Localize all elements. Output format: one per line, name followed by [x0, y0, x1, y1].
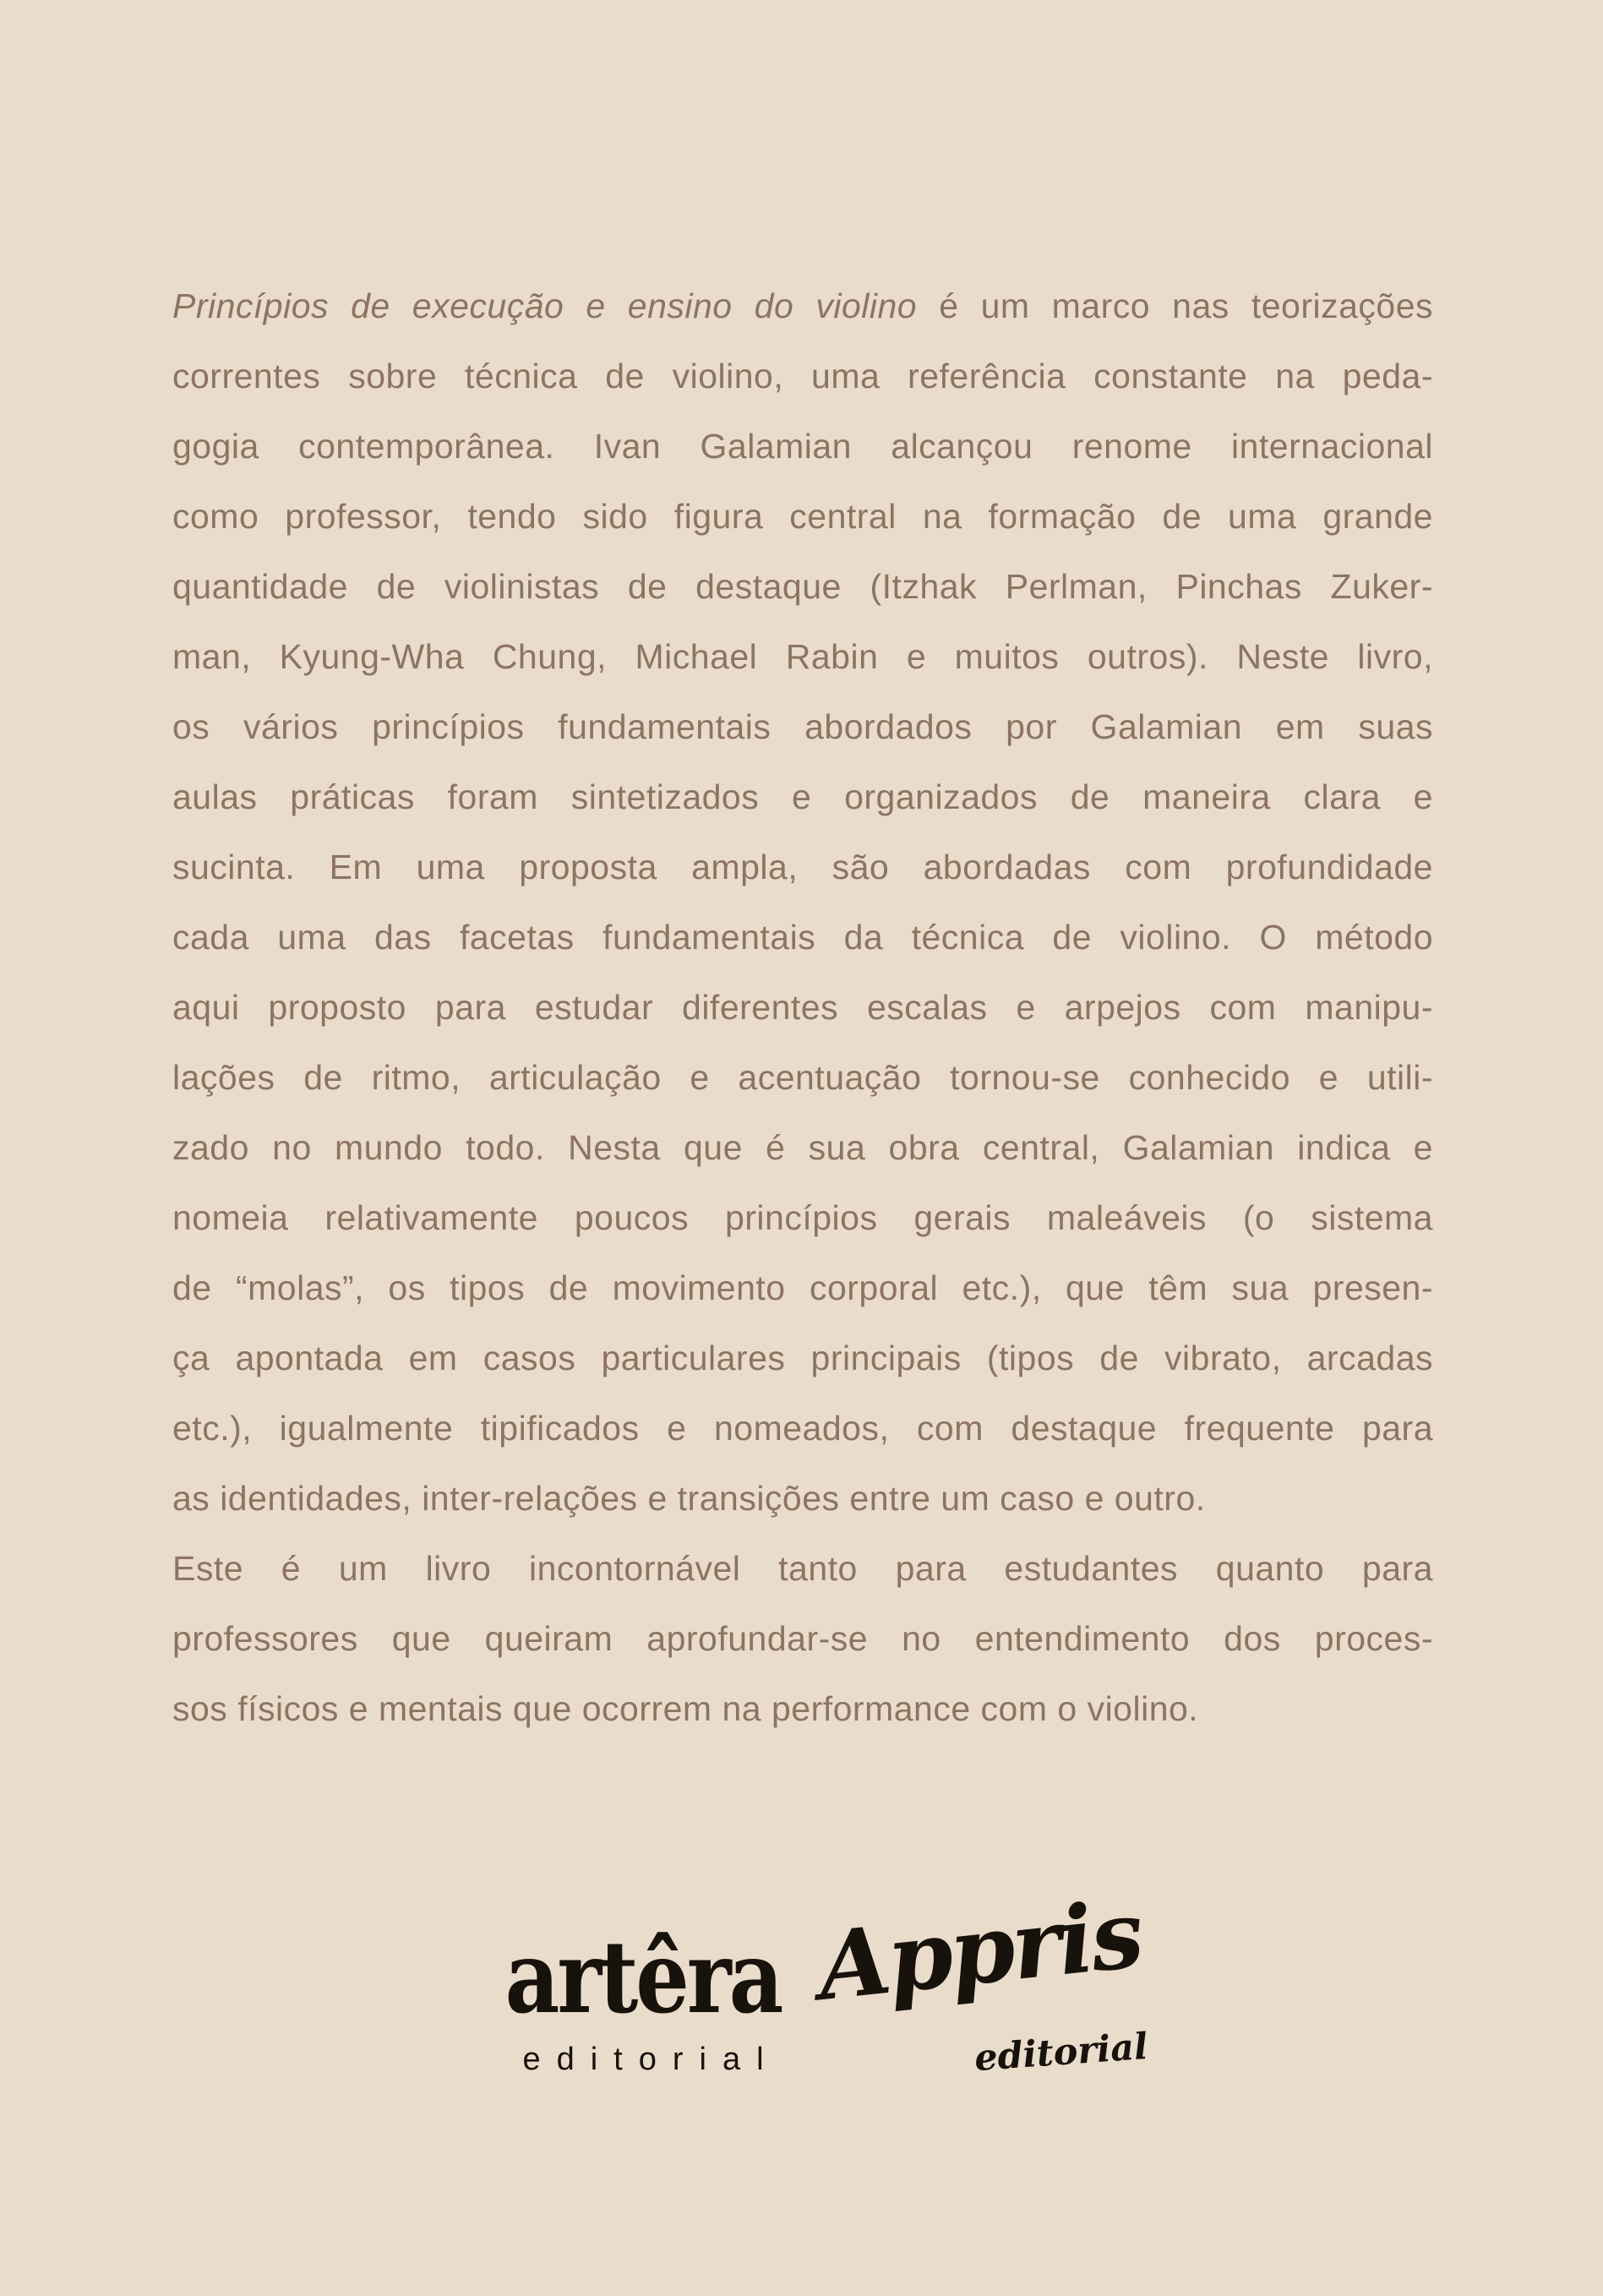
synopsis-line: ça apontada em casos particulares principais (tipos de vibrato, arcadas: [172, 1339, 1433, 1377]
synopsis-line: nomeia relativamente poucos princípios gerais maleáveis (o sistema: [172, 1198, 1433, 1237]
synopsis-line: man, Kyung-Wha Chung, Michael Rabin e muitos outros). Neste livro,: [172, 637, 1433, 676]
artera-wordmark: artêra: [504, 1917, 782, 2037]
synopsis-line: aqui proposto para estudar diferentes escalas e arpejos com manipu-: [172, 988, 1433, 1027]
synopsis-line: etc.), igualmente tipificados e nomeados, com destaque frequente para: [172, 1409, 1433, 1448]
synopsis-line: as identidades, inter-relações e transições entre um caso e outro.: [172, 1479, 1206, 1518]
appris-editorial-label: editorial: [973, 2025, 1149, 2081]
synopsis: [172, 271, 1433, 1744]
artera-publisher-logo: [493, 1917, 793, 2078]
synopsis-line: [172, 271, 1433, 341]
artera-editorial-label: editorial: [522, 2042, 780, 2077]
synopsis-line: Este é um livro incontornável tanto para estudantes quanto para: [172, 1549, 1433, 1588]
synopsis-line: de “molas”, os tipos de movimento corporal etc.), que têm sua presen-: [172, 1268, 1433, 1307]
synopsis-line: cada uma das facetas fundamentais da técnica de violino. O método: [172, 918, 1433, 957]
synopsis-line: sucinta. Em uma proposta ampla, são abordadas com profundidade: [172, 848, 1433, 886]
synopsis-line-text: é um marco nas teorizações: [917, 286, 1433, 325]
synopsis-line: zado no mundo todo. Nesta que é sua obra central, Galamian indica e: [172, 1128, 1433, 1167]
synopsis-line: como professor, tendo sido figura central na formação de uma grande: [172, 497, 1433, 536]
synopsis-line: aulas práticas foram sintetizados e organizados de maneira clara e: [172, 777, 1433, 816]
book-title: Princípios de execução e ensino do violino: [172, 286, 918, 325]
appris-wordmark: Appris: [812, 1879, 1147, 2021]
synopsis-line: gogia contemporânea. Ivan Galamian alcançou renome internacional: [172, 427, 1433, 466]
synopsis-line: lações de ritmo, articulação e acentuação tornou-se conhecido e utili-: [172, 1058, 1433, 1097]
synopsis-line: sos físicos e mentais que ocorrem na performance com o violino.: [172, 1689, 1199, 1728]
synopsis-line: quantidade de violinistas de destaque (Itzhak Perlman, Pinchas Zuker-: [172, 567, 1433, 606]
synopsis-line: correntes sobre técnica de violino, uma referência constante na peda-: [172, 357, 1433, 395]
appris-publisher-logo: [812, 1879, 1149, 2094]
synopsis-line: professores que queiram aprofundar-se no entendimento dos proces-: [172, 1619, 1433, 1658]
synopsis-line: os vários princípios fundamentais abordados por Galamian em suas: [172, 707, 1433, 746]
